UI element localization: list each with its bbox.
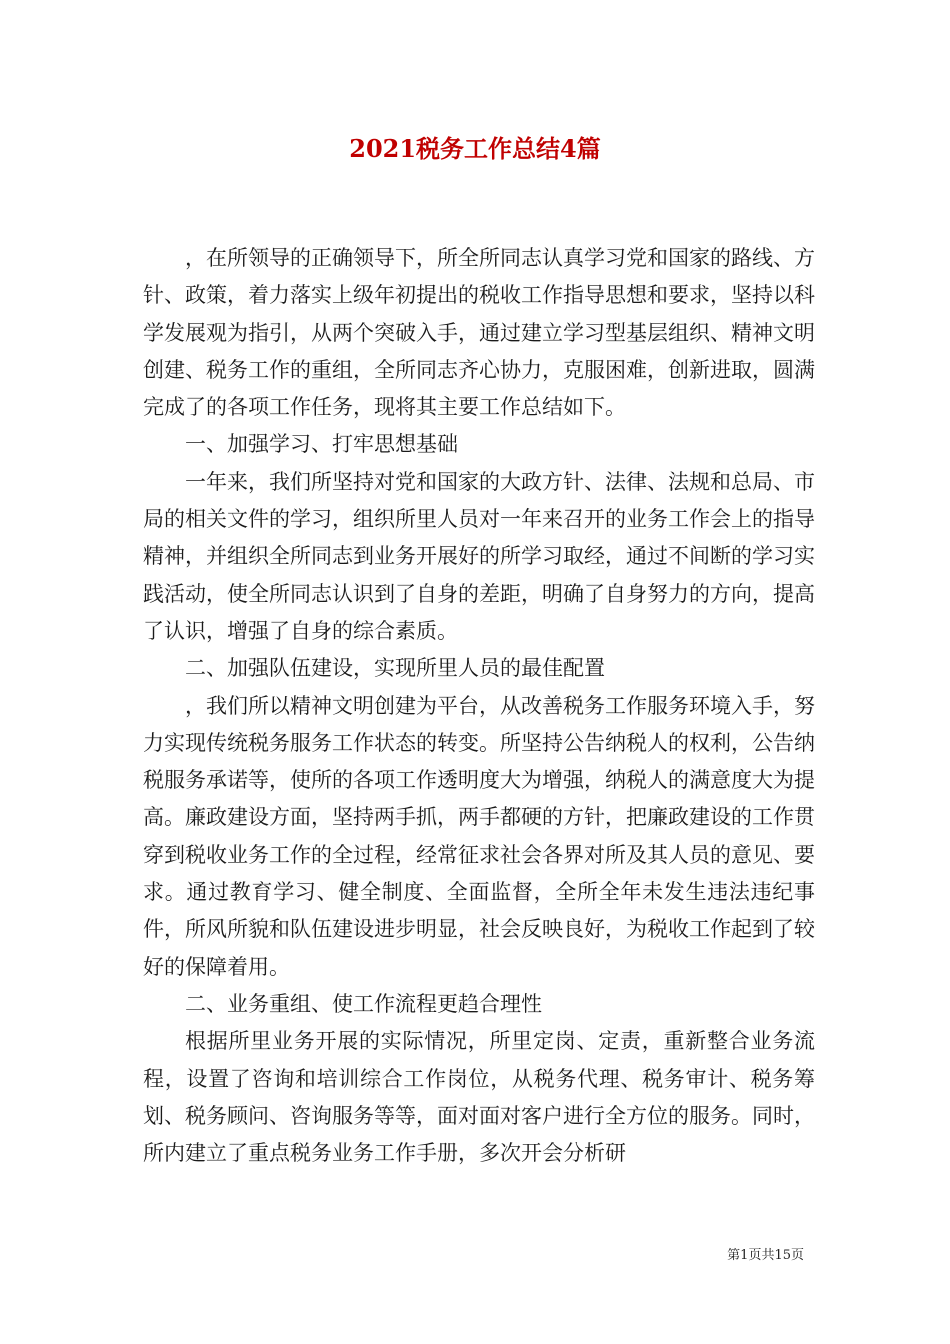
document-title: 2021税务工作总结4篇 <box>349 134 601 163</box>
paragraph-study: 一年来，我们所坚持对党和国家的大政方针、法律、法规和总局、市局的相关文件的学习，组织所里人员对一年来召开的业务工作会上的指导精神，并组织全所同志到业务开展好的所学习取经，通过不间断的学习实践活动，使全所同志认识到了自身的差距，明确了自身努力的方向，提高了认识，增强了自身的综合素质。 <box>143 469 815 643</box>
section-heading-3: 二、业务重组、使工作流程更趋合理性 <box>185 991 542 1016</box>
paragraph-team: ，我们所以精神文明创建为平台，从改善税务工作服务环境入手，努力实现传统税务服务工作状态的转变。所坚持公告纳税人的权利，公告纳税服务承诺等，使所的各项工作透明度大为增强，纳税人的满意度大为提高。廉政建设方面，坚持两手抓，两手都硬的方针，把廉政建设的工作贯穿到税收业务工作的全过程，经常征求社会各界对所及其人员的意见、要求。通过教育学习、健全制度、全面监督，全所全年未发生违法违纪事件，所风所貌和队伍建设进步明显，社会反映良好，为税收工作起到了较好的保障着用。 <box>143 693 815 979</box>
section-heading-2: 二、加强队伍建设，实现所里人员的最佳配置 <box>185 656 605 681</box>
paragraph-business: 根据所里业务开展的实际情况，所里定岗、定责，重新整合业务流程，设置了咨询和培训综合工作岗位，从税务代理、税务审计、税务筹划、税务顾问、咨询服务等等，面对面对客户进行全方位的服务。同时，所内建立了重点税务业务工作手册，多次开会分析研 <box>143 1029 815 1166</box>
document-body <box>143 240 815 1172</box>
section-heading-1: 一、加强学习、打牢思想基础 <box>185 432 458 457</box>
page-number-footer: 第1页共15页 <box>727 1248 804 1263</box>
paragraph-intro: ，在所领导的正确领导下，所全所同志认真学习党和国家的路线、方针、政策，着力落实上级年初提出的税收工作指导思想和要求，坚持以科学发展观为指引，从两个突破入手，通过建立学习型基层组织、精神文明创建、税务工作的重组，全所同志齐心协力，克服困难，创新进取，圆满完成了的各项工作任务，现将其主要工作总结如下。 <box>143 246 815 420</box>
